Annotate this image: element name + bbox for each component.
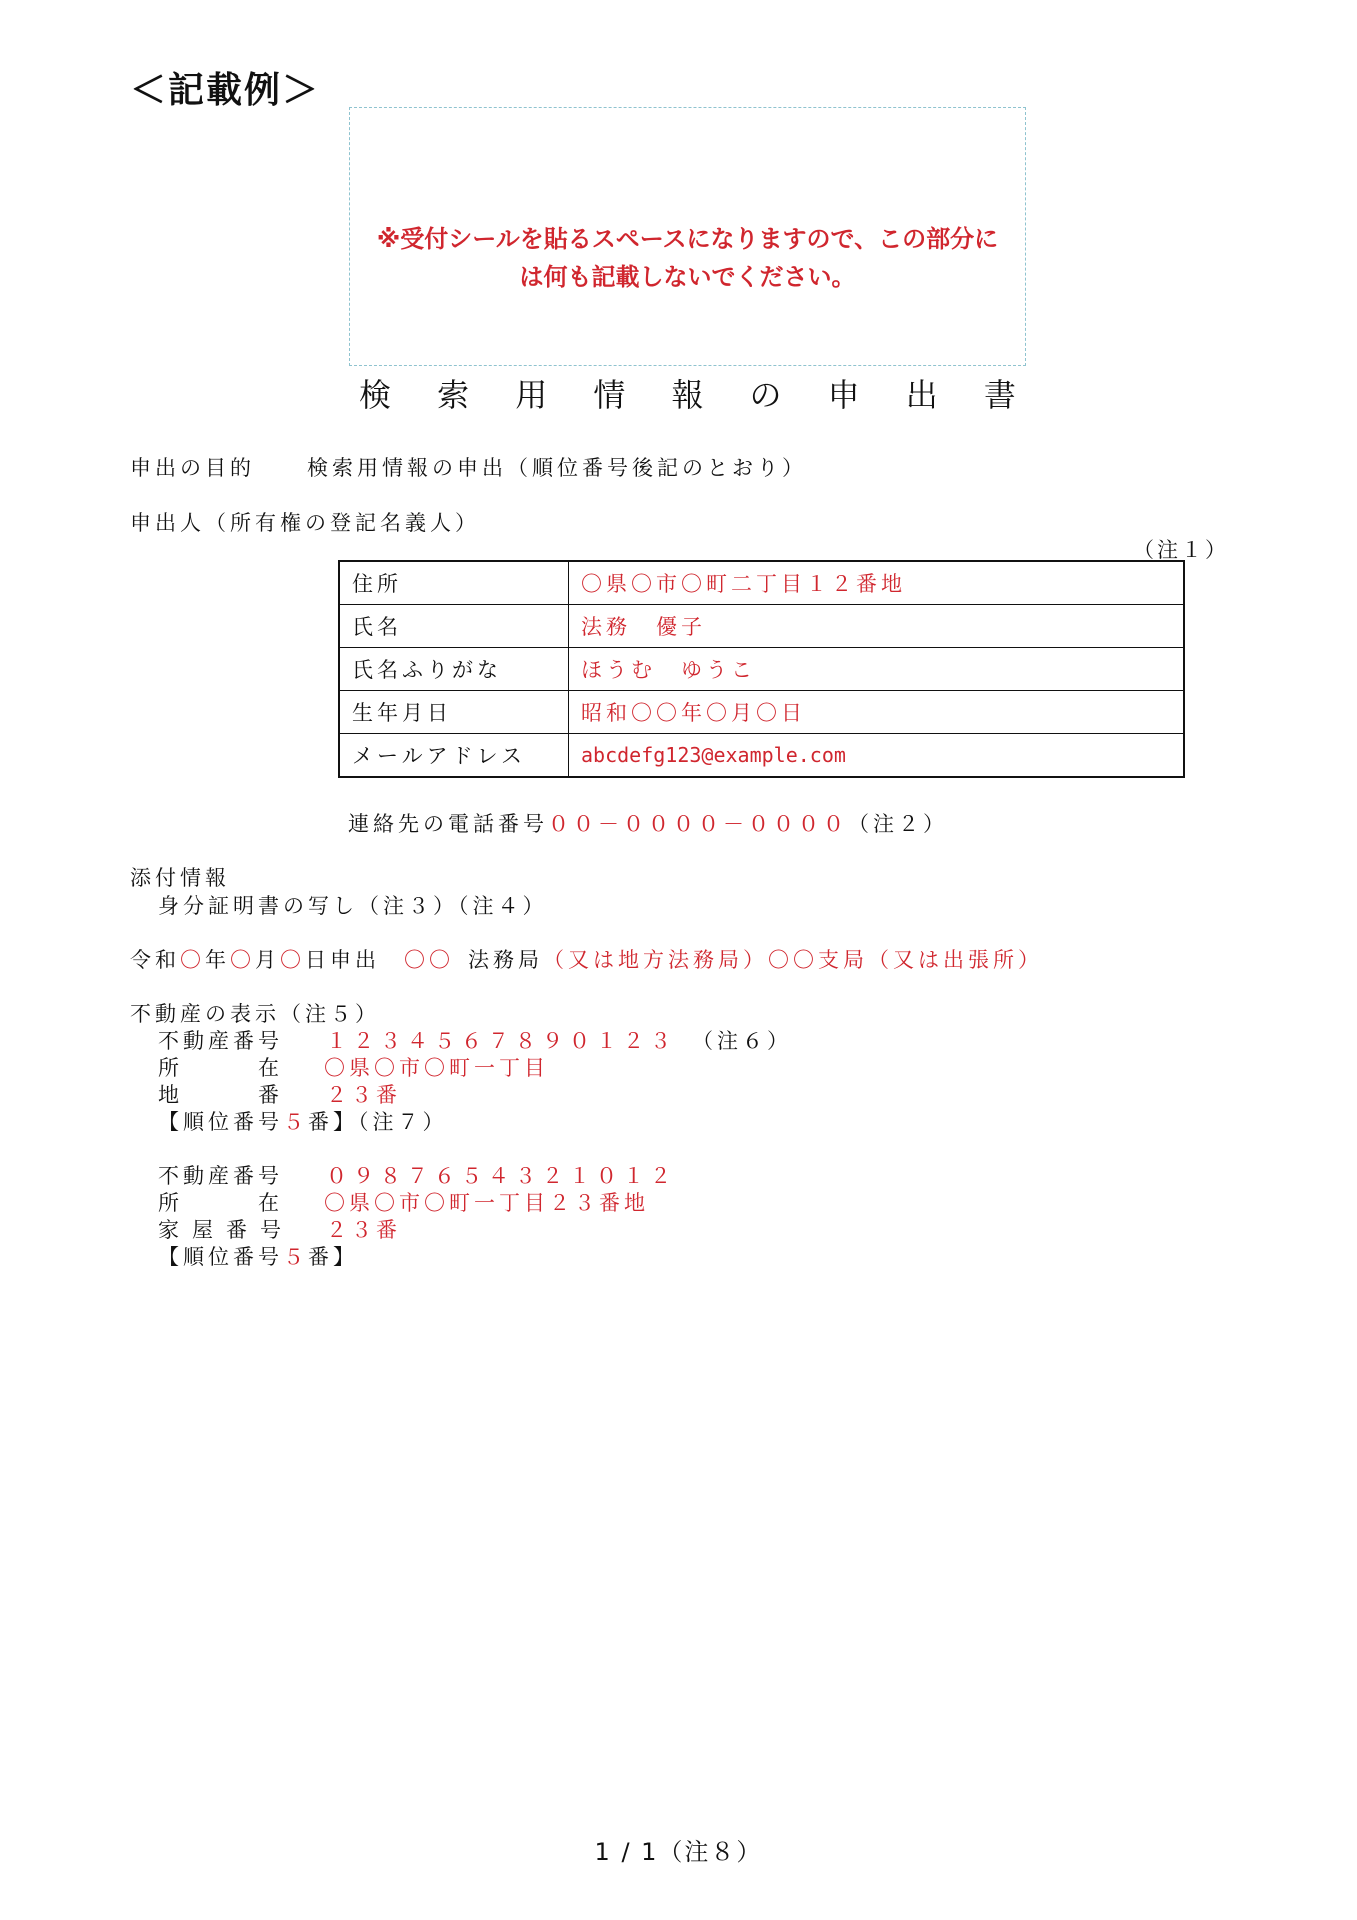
rank-open: 【順位番号 [158, 1110, 283, 1134]
property2-house-label: 家屋番号 [158, 1218, 294, 1242]
title-char: の [749, 376, 782, 414]
seal-area-note [350, 220, 1025, 296]
property1-number-note: （注６） [692, 1029, 792, 1053]
date-day-unit: 日申出 [305, 948, 380, 972]
property1-location-label: 所 在 [158, 1056, 283, 1080]
phone-note: （注２） [848, 812, 948, 836]
property1-lot-value: ２３番 [326, 1083, 401, 1107]
property1-location-value: 〇県〇市〇町一丁目 [324, 1056, 549, 1080]
note1: （注１） [1133, 538, 1229, 562]
title-char: 申 [827, 376, 860, 414]
page-footer: 1 / 1（注８） [594, 1838, 763, 1866]
attachment-heading: 添付情報 [130, 866, 230, 890]
purpose-line [130, 452, 807, 482]
table-row [339, 734, 1184, 778]
date-year: 〇 [180, 948, 205, 972]
date-line [130, 944, 1043, 974]
property2-rank [158, 1241, 358, 1271]
name-label: 氏名 [339, 605, 569, 648]
office-name: 〇〇 [404, 948, 454, 972]
email-value: abcdefg123@example.com [569, 734, 1185, 778]
seal-note-line1: ※受付シールを貼るスペースになりますので、この部分に [376, 225, 999, 253]
branch-alt: （又は出張所） [868, 948, 1043, 972]
rank-open: 【順位番号 [158, 1245, 283, 1269]
attachment-item: 身分証明書の写し（注３）（注４） [158, 894, 548, 918]
property1-rank [158, 1106, 448, 1136]
email-label: メールアドレス [339, 734, 569, 778]
property-heading: 不動産の表示（注５） [130, 1002, 380, 1026]
purpose-value: 検索用情報の申出（順位番号後記のとおり） [307, 456, 807, 480]
property2-number-label: 不動産番号 [158, 1164, 283, 1188]
table-row [339, 605, 1184, 648]
address-label: 住所 [339, 561, 569, 605]
table-row [339, 561, 1184, 605]
date-year-unit: 年 [205, 948, 230, 972]
date-month: 〇 [230, 948, 255, 972]
table-row [339, 648, 1184, 691]
address-value: 〇県〇市〇町二丁目１２番地 [569, 561, 1185, 605]
bureau-label: 法務局 [468, 948, 543, 972]
property2-house-value: ２３番 [326, 1218, 401, 1242]
bureau-alt: （又は地方法務局） [543, 948, 768, 972]
rank-value: ５ [283, 1245, 308, 1269]
property2-number-value: ０９８７６５４３２１０１２ [326, 1164, 677, 1188]
birthdate-label: 生年月日 [339, 691, 569, 734]
table-row [339, 691, 1184, 734]
phone-label: 連絡先の電話番号 [348, 812, 548, 836]
reception-seal-area [349, 107, 1026, 366]
seal-note-line2: は何も記載しないでください。 [519, 263, 856, 291]
phone-line [348, 808, 948, 838]
document-title [349, 370, 1026, 416]
property2-location-value: 〇県〇市〇町一丁目２３番地 [324, 1191, 649, 1215]
date-era: 令和 [130, 948, 180, 972]
title-char: 索 [437, 376, 470, 414]
applicant-heading: 申出人（所有権の登記名義人） [130, 511, 480, 535]
furigana-value: ほうむ ゆうこ [569, 648, 1185, 691]
example-label: ＜記載例＞ [130, 70, 321, 111]
phone-value: ００－００００－００００ [548, 812, 848, 836]
title-char: 報 [671, 376, 704, 414]
property1-lot-label: 地 番 [158, 1083, 283, 1107]
applicant-table [338, 560, 1185, 778]
title-char: 検 [359, 376, 392, 414]
branch-name: 〇〇支局 [768, 948, 868, 972]
property1-number-value: １２３４５６７８９０１２３ [326, 1029, 677, 1053]
purpose-label: 申出の目的 [130, 456, 255, 480]
property2-location-label: 所 在 [158, 1191, 283, 1215]
title-char: 出 [905, 376, 938, 414]
title-char: 書 [983, 376, 1016, 414]
birthdate-value: 昭和〇〇年〇月〇日 [569, 691, 1185, 734]
rank-note: （注７） [358, 1110, 448, 1134]
date-month-unit: 月 [255, 948, 280, 972]
name-value: 法務 優子 [569, 605, 1185, 648]
furigana-label: 氏名ふりがな [339, 648, 569, 691]
property1-number-label: 不動産番号 [158, 1029, 283, 1053]
title-char: 用 [515, 376, 548, 414]
title-char: 情 [593, 376, 626, 414]
rank-close: 番】 [308, 1110, 358, 1134]
rank-close: 番】 [308, 1245, 358, 1269]
rank-value: ５ [283, 1110, 308, 1134]
date-day: 〇 [280, 948, 305, 972]
